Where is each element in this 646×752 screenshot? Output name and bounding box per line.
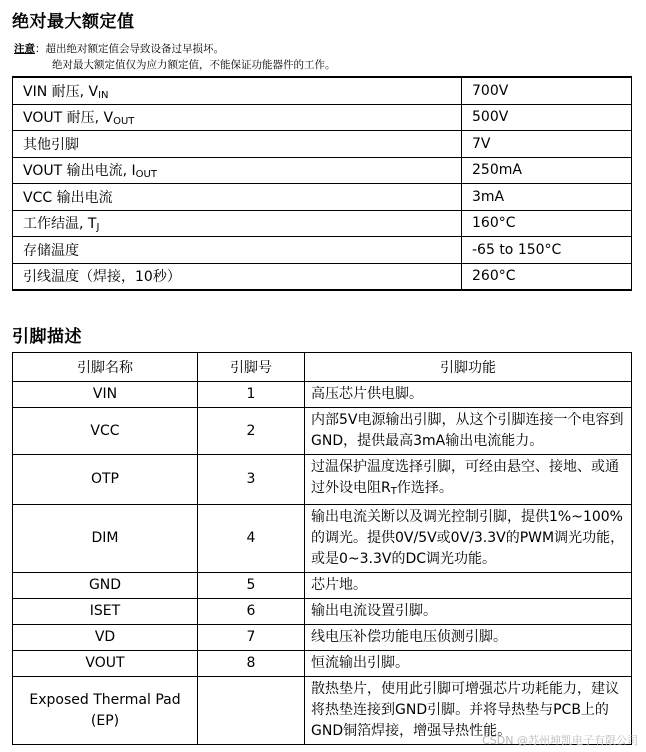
pin-function: 芯片地。 [305, 573, 632, 599]
pin-function: 恒流输出引脚。 [305, 651, 632, 677]
table-row [13, 651, 632, 677]
pin-number: 6 [198, 599, 305, 625]
table-row [13, 210, 632, 237]
func-subscript: T [390, 486, 397, 497]
pin-number: 1 [198, 382, 305, 408]
pin-number [198, 677, 305, 745]
param-subscript: OUT [135, 169, 157, 181]
pin-number: 4 [198, 505, 305, 573]
pin-desc-title: 引脚描述 [12, 327, 82, 347]
pin-number: 5 [198, 573, 305, 599]
param-label: 其他引脚 [23, 136, 79, 153]
table-row [13, 625, 632, 651]
pin-number: 8 [198, 651, 305, 677]
pin-name: VOUT [13, 651, 198, 677]
pin-name: GND [13, 573, 198, 599]
table-row [13, 131, 632, 158]
pin-function: 内部5V电源输出引脚，从这个引脚连接一个电容到GND，提供最高3mA输出电流能力。 [305, 408, 632, 455]
param-value: 260°C [462, 263, 632, 290]
col-header-pin-name: 引脚名称 [13, 353, 198, 382]
note-line-1: ：超出绝对额定值会导致设备过早损坏。 [35, 43, 224, 55]
pin-function: 高压芯片供电脚。 [305, 382, 632, 408]
param-value: 250mA [462, 157, 632, 184]
pin-name-line-2: (EP) [90, 712, 120, 729]
table-row [13, 599, 632, 625]
pin-name [13, 677, 198, 745]
abs-max-note-2: 绝对最大额定值仅为应力额定值，不能保证功能器件的工作。 [52, 59, 336, 71]
watermark: CSDN @苏州坤凯电子有限公司 [482, 734, 638, 747]
table-row [13, 408, 632, 455]
param-label: 存储温度 [23, 242, 79, 259]
param-label: VIN 耐压, V [23, 83, 99, 100]
table-row [13, 505, 632, 573]
table-row [13, 184, 632, 211]
param-value: 160°C [462, 210, 632, 237]
param-label: 引线温度（焊接，10秒） [23, 269, 181, 286]
func-text-end: 作选择。 [396, 480, 453, 496]
col-header-pin-function: 引脚功能 [305, 353, 632, 382]
pin-function: 线电压补偿功能电压侦测引脚。 [305, 625, 632, 651]
pin-number: 2 [198, 408, 305, 455]
pin-table [12, 352, 632, 745]
table-row [13, 263, 632, 290]
pin-name-line-1: Exposed Thermal Pad [29, 691, 181, 708]
pin-name: VIN [13, 382, 198, 408]
param-value: 7V [462, 131, 632, 158]
pin-name: ISET [13, 599, 198, 625]
param-label: VCC 输出电流 [23, 189, 113, 206]
param-value: -65 to 150°C [462, 237, 632, 264]
pin-number: 3 [198, 455, 305, 505]
table-row [13, 573, 632, 599]
param-value: 500V [462, 104, 632, 131]
param-value: 3mA [462, 184, 632, 211]
param-subscript: IN [98, 89, 109, 101]
param-subscript: OUT [113, 116, 135, 128]
pin-function [305, 455, 632, 505]
pin-number: 7 [198, 625, 305, 651]
table-row [13, 237, 632, 264]
abs-max-note [14, 41, 224, 57]
table-row [13, 157, 632, 184]
pin-name: VD [13, 625, 198, 651]
param-subscript: J [96, 222, 100, 234]
param-value: 700V [462, 77, 632, 104]
pin-name: OTP [13, 455, 198, 505]
table-row [13, 455, 632, 505]
table-header-row [13, 353, 632, 382]
pin-name: DIM [13, 505, 198, 573]
note-label: 注意 [14, 43, 35, 55]
table-row [13, 77, 632, 104]
param-label: VOUT 耐压, V [23, 110, 114, 127]
param-label: 工作结温, T [23, 216, 97, 233]
pin-name: VCC [13, 408, 198, 455]
param-label: VOUT 输出电流, I [23, 163, 136, 180]
col-header-pin-number: 引脚号 [198, 353, 305, 382]
pin-function: 输出电流设置引脚。 [305, 599, 632, 625]
pin-function: 散热垫片，使用此引脚可增强芯片功耗能力，建议将热垫连接到GND引脚。并将导热垫与PCB上的GND铜箔焊接，增强导热性能。 [305, 677, 632, 745]
pin-function: 输出电流关断以及调光控制引脚，提供1%~100%的调光。提供0V/5V或0V/3.3V的PWM调光功能，或是0~3.3V的DC调光功能。 [305, 505, 632, 573]
table-row [13, 104, 632, 131]
abs-max-table [12, 76, 632, 291]
func-text: 过温保护温度选择引脚，可经由悬空、接地、或通过外设电阻R [311, 459, 619, 496]
table-row [13, 382, 632, 408]
abs-max-title: 绝对最大额定值 [12, 12, 135, 32]
